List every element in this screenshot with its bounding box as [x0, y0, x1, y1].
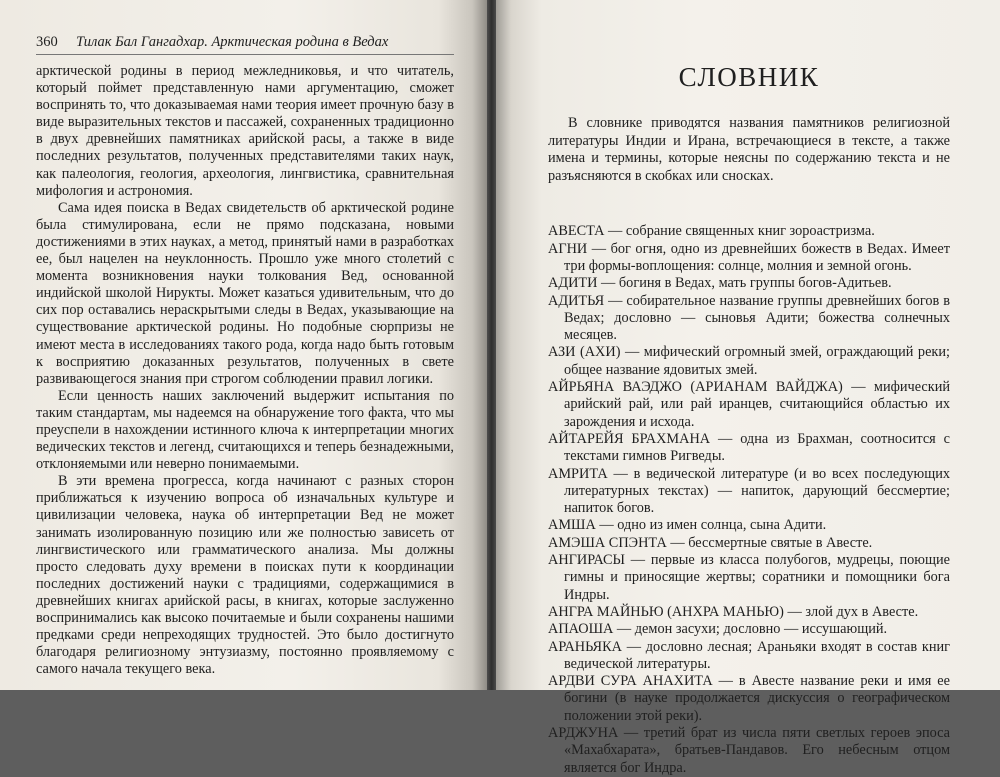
glossary-entry: АДИТЬЯ — собирательное название группы древнейших богов в Ведах; дословно — сыновья Адити; божества солнечных месяцев. — [548, 292, 950, 344]
glossary-entry: АНГРА МАЙНЬЮ (АНХРА МАНЬЮ) — злой дух в Авесте. — [548, 603, 919, 620]
glossary-entry: АЙТАРЕЙЯ БРАХМАНА — одна из Брахман, соотносится с текстами гимнов Ригведы. — [548, 430, 950, 465]
glossary-entry: АЗИ (АХИ) — мифический огромный змей, ограждающий реки; общее название ядовитых змей. — [548, 344, 950, 378]
glossary-entry: АРАНЬЯКА — дословно лесная; Араньяки входят в состав книг ведической литературы. — [548, 638, 950, 672]
glossary-entry: АДИТИ — богиня в Ведах, мать группы богов-Адитьев. — [548, 275, 892, 292]
glossary-intro: В словнике приводятся названия памятников религиозной литературы Индии и Ирана, встречающиеся в тексте, а также имена и термины, которые неясны по содержанию текста и не разъясняются в скобках или сносках. — [548, 115, 950, 184]
glossary-entry: АМЭША СПЭНТА — бессмертные святые в Авесте. — [548, 534, 873, 551]
glossary-title: СЛОВНИК — [678, 62, 820, 92]
paragraph: Сама идея поиска в Ведах свидетельств об арктической родине была стимулирована, если не прямо подсказана, новыми достижениями в этих науках, а метод, принятый нами в разработках ее, был нацелен на неуклонность. Прошло уже много столетий с момента возникновения науки толкования Вед, основанной индийской школой Нирукты. Может казаться удивительным, что до сих пор оставались нераскрытыми следы в Ведах, указывающие на существование арктической родины. Но подобные сюрпризы не имеют места в исследованиях такого рода, когда надо быть готовым к восприятию доказанных результатов, полученных в свете развивающегося знания при строгом соблюдении правил логики. — [36, 199, 454, 387]
right-page — [496, 0, 1000, 776]
glossary-entry: АВЕСТА — собрание священных книг зороастризма. — [548, 223, 875, 240]
glossary-entry: АГНИ — бог огня, одно из древнейших божеств в Ведах. Имеет три формы-воплощения: солнце, молния и земной огонь. — [548, 240, 950, 274]
glossary-entry: АРДЖУНА — третий брат из числа пяти светлых героев эпоса «Махабхарата», братьев-Пандавов. Его небесным отцом является бог Индра. — [548, 724, 950, 776]
glossary-entry: АМША — одно из имен солнца, сына Адити. — [548, 517, 827, 534]
glossary-entry: АРДВИ СУРА АНАХИТА — в Авесте название реки и имя ее богини (в науке продолжается дискуссия о географическом положении этой реки). — [548, 673, 950, 724]
page-number: 360 — [36, 34, 58, 50]
glossary-entry: АМРИТА — в ведической литературе (и во всех последующих литературных текстах) — напиток, дарующий бессмертие; напиток богов. — [548, 465, 950, 517]
glossary-entry: АНГИРАСЫ — первые из класса полубогов, мудрецы, поющие гимны и приносящие жертвы; соратники и помощники бога Индры. — [548, 552, 950, 603]
running-head — [36, 34, 454, 55]
glossary-entry: АПАОША — демон засухи; дословно — иссушающий. — [548, 621, 888, 638]
glossary-entries — [548, 223, 950, 777]
book-gutter — [487, 0, 496, 690]
running-head-title: Тилак Бал Гангадхар. Арктическая родина в Ведах — [76, 34, 389, 50]
left-page-text — [36, 63, 457, 678]
paragraph: В эти времена прогресса, когда начинают с разных сторон приближаться к изучению вопроса об изначальных культуре и цивилизации человека, наука об интерпретации Вед не может занимать изолированную позицию или же полностью зависеть от лингвистического или грамматического анализа. Мы должны просто следовать духу времени в поисках пути к координации последних достижений науки с традициями, содержащимися в древнейших книгах арийской расы, в книгах, которые заслуженно воспринимались как высоко почитаемые и были сохранены нашими предками среди непреходящих трудностей. Это было достигнуто благодаря религиозному энтузиазму, постоянно проявляемому с самого начала текущего века. — [36, 473, 454, 678]
paragraph: арктической родины в период межледниковья, и что читатель, который поймет представленную нами аргументацию, сможет воспринять то, что доказываемая нами теория имеет прочную базу в виде выразительных текстов и пассажей, сохраненных традиционно в двух древнейших памятниках арийской расы, а также в виде последних результатов, полученных представителями таких наук, как палеология, геология, археология, лингвистика, сравнительная мифология и астрономия. — [36, 63, 454, 199]
glossary-entry: АЙРЬЯНА ВАЭДЖО (АРИАНАМ ВАЙДЖА) — мифический арийский рай, или рай иранцев, считающийся областью их зарождения и исхода. — [548, 379, 950, 430]
paragraph: Если ценность наших заключений выдержит испытания по таким стандартам, мы надеемся на обнаружение того факта, что мы преуспели в нахождении истинного ключа к интерпретации многих ведических текстов и легенд, считающихся и теперь безнадежными, отклоняемыми или неверно понимаемыми. — [36, 387, 454, 473]
left-page — [0, 0, 487, 690]
